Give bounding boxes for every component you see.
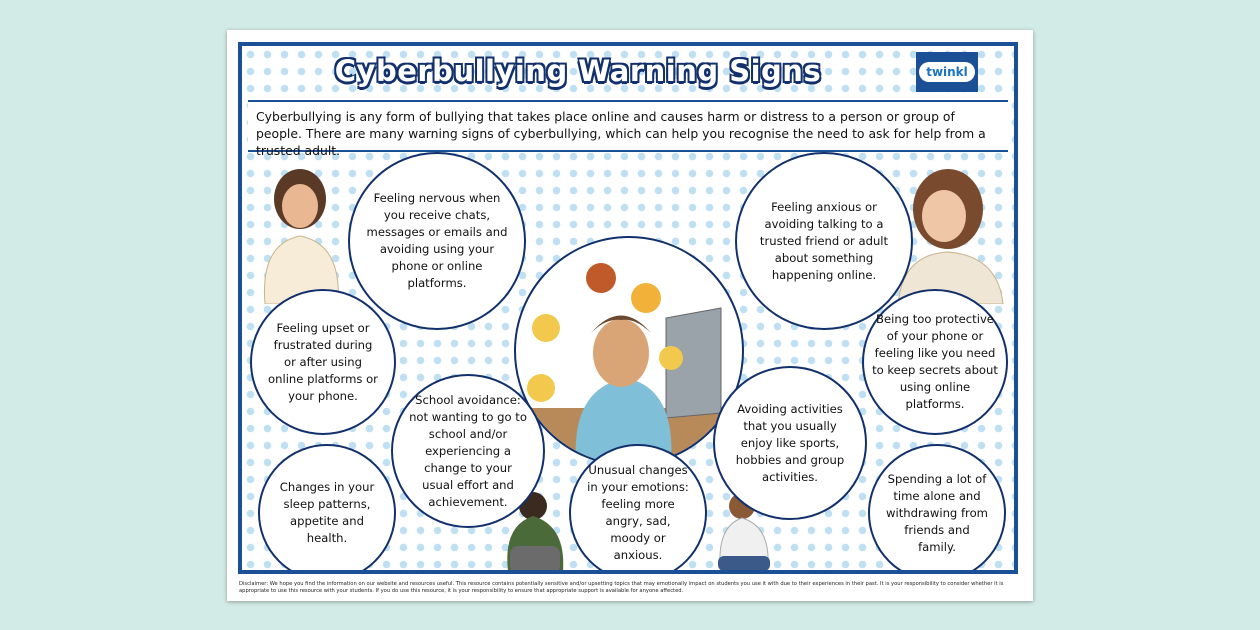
sign-text: Avoiding activities that you usually enjoy like sports, hobbies and group activities. — [735, 401, 845, 484]
sign-text: Feeling anxious or avoiding talking to a trusted friend or adult about something happening online. — [759, 199, 889, 282]
sign-school-avoidance — [391, 374, 545, 528]
poster-frame — [238, 42, 1018, 574]
logo-text: twinkl — [919, 62, 975, 82]
twinkl-logo[interactable] — [916, 52, 978, 92]
intro-text: Cyberbullying is any form of bullying that takes place online and causes harm or distress to a person or group of people. There are many warning signs of cyberbullying, which can help you recognise the need to ask for help from a trusted adult. — [248, 100, 1008, 152]
sign-text: Changes in your sleep patterns, appetite and health. — [279, 480, 375, 545]
disclaimer: Disclaimer: We hope you find the information on our website and resources useful. This resource contains potentially sensitive and/or upsetting topics that may emotionally impact on students you use it with due to their experiences in their past. It is your responsibility to consider whether it is appropriate to use this resource with your students. If you do use this resource, it is your responsibility to ensure that appropriate support is available for anyone affected. — [239, 581, 1004, 594]
page-title: Cyberbullying Warning Signs — [334, 54, 822, 88]
sign-text: School avoidance: not wanting to go to school and/or experiencing a change to your usual effort and achievement. — [409, 392, 527, 509]
sign-spending-time-alone — [868, 444, 1006, 574]
sign-nervous-messages — [348, 152, 526, 330]
stressed-boy-illustration — [514, 236, 744, 466]
poster — [227, 30, 1033, 601]
sign-upset-frustrated — [250, 289, 396, 435]
sign-text: Unusual changes in your emotions: feeling more angry, sad, moody or anxious. — [587, 463, 689, 562]
sign-text: Spending a lot of time alone and withdrawing from friends and family. — [886, 471, 988, 554]
sign-sleep-appetite — [258, 444, 396, 574]
sign-emotional-changes — [569, 444, 707, 574]
sign-text: Being too protective of your phone or feeling like you need to keep secrets about using online platforms. — [872, 312, 998, 411]
sign-protective-phone — [862, 289, 1008, 435]
sign-text: Feeling upset or frustrated during or after using online platforms or your phone. — [268, 320, 378, 403]
sign-text: Feeling nervous when you receive chats, messages or emails and avoiding using your phone or online platforms. — [366, 191, 508, 290]
sign-anxious-talking — [735, 152, 913, 330]
sad-girl-illustration — [250, 164, 360, 304]
sign-avoiding-activities — [713, 366, 867, 520]
